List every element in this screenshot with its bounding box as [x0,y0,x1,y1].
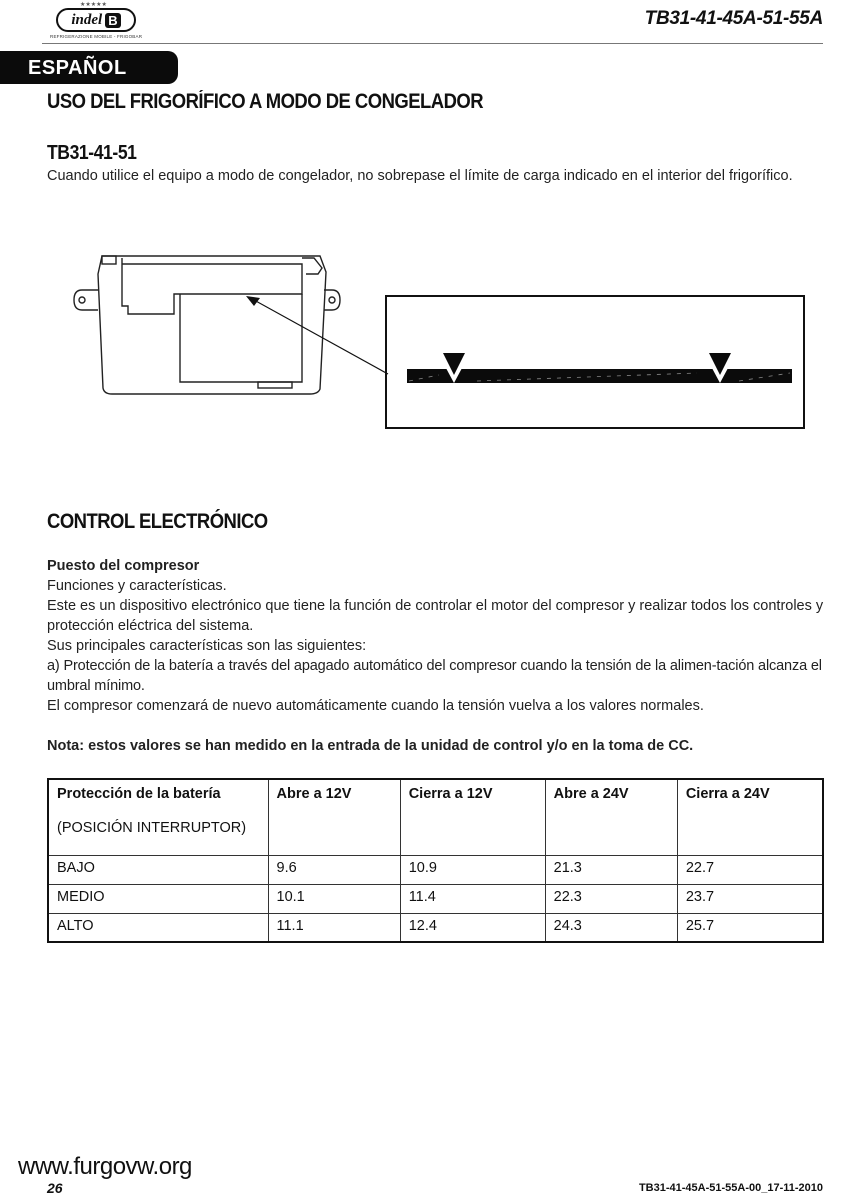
fridge-interior-diagram [70,244,390,404]
table-cell: 21.3 [545,855,677,884]
table-cell: 11.1 [268,913,400,942]
logo-brand-mark: B [105,13,120,28]
watermark-url: www.furgovw.org [18,1153,192,1180]
table-row [48,855,823,884]
device-description: Este es un dispositivo electrónico que tiene la función de controlar el motor del compresor y realizar todos los controles y protección eléctrica del sistema. [47,598,824,634]
battery-protection-table [47,778,824,943]
header-protection-subtitle: (POSICIÓN INTERRUPTOR) [57,820,247,836]
fridge-body-outline [98,256,326,394]
table-cell: 10.1 [268,884,400,913]
section-title-freezer-use: USO DEL FRIGORÍFICO A MODO DE CONGELADOR [47,90,484,113]
functions-line: Funciones y características. [47,578,227,594]
section-title-electronic-control: CONTROL ELECTRÓNICO [47,510,268,533]
characteristics-intro: Sus principales características son las siguientes: [47,638,367,654]
table-cell: 11.4 [400,884,545,913]
header-divider [42,43,823,44]
row-label: BAJO [48,855,268,884]
compressor-subheading: Puesto del compresor [47,558,200,574]
language-tab: ESPAÑOL [0,51,178,84]
table-cell: 10.9 [400,855,545,884]
restart-text: El compresor comenzará de nuevo automáticamente cuando la tensión vuelva a los valores normales. [47,698,704,714]
header-protection-title: Protección de la batería [57,786,221,802]
battery-protection-text: a) Protección de la batería a través del apagado automático del compresor cuando la tensión de la alimen-tación alcanza el umbral mínimo. [47,658,822,694]
table-cell: 22.3 [545,884,677,913]
table-cell: 9.6 [268,855,400,884]
pointer-arrowhead [246,296,260,306]
header-cell-open-12v: Abre a 12V [268,779,400,855]
model-title: TB31-41-45A-51-55A [644,8,823,29]
header-cell-close-12v: Cierra a 12V [400,779,545,855]
table-cell: 25.7 [677,913,823,942]
logo-brand: indel [71,11,103,28]
table-cell: 22.7 [677,855,823,884]
section-subtitle-models: TB31-41-51 [47,142,137,164]
fridge-shelf-outline [122,258,302,314]
row-label: MEDIO [48,884,268,913]
page-number: 26 [47,1180,63,1196]
logo-tagline: REFRIGERAZIONE MOBILE - FRIGOBAR [50,34,143,39]
brand-logo [50,2,143,39]
logo-oval [56,8,136,32]
measurement-note: Nota: estos valores se han medido en la entrada de la unidad de control y/o en la toma de CC. [47,738,694,754]
table-cell: 24.3 [545,913,677,942]
table-cell: 23.7 [677,884,823,913]
table-row [48,913,823,942]
load-limit-detail-box [385,295,805,429]
freezer-use-text: Cuando utilice el equipo a modo de congelador, no sobrepase el límite de carga indicado en el interior del frigorífico. [47,168,793,184]
row-label: ALTO [48,913,268,942]
load-limit-marker-detail [387,297,803,427]
header-cell-close-24v: Cierra a 24V [677,779,823,855]
header-cell-protection [48,779,268,855]
load-limit-line [407,369,792,383]
table-cell: 12.4 [400,913,545,942]
document-code: TB31-41-45A-51-55A-00_17-11-2010 [638,1182,823,1194]
fridge-compartment-outline [180,294,302,382]
table-header-row [48,779,823,855]
table-row [48,884,823,913]
logo-stars: ★★★★★ [80,2,107,8]
header-cell-open-24v: Abre a 24V [545,779,677,855]
